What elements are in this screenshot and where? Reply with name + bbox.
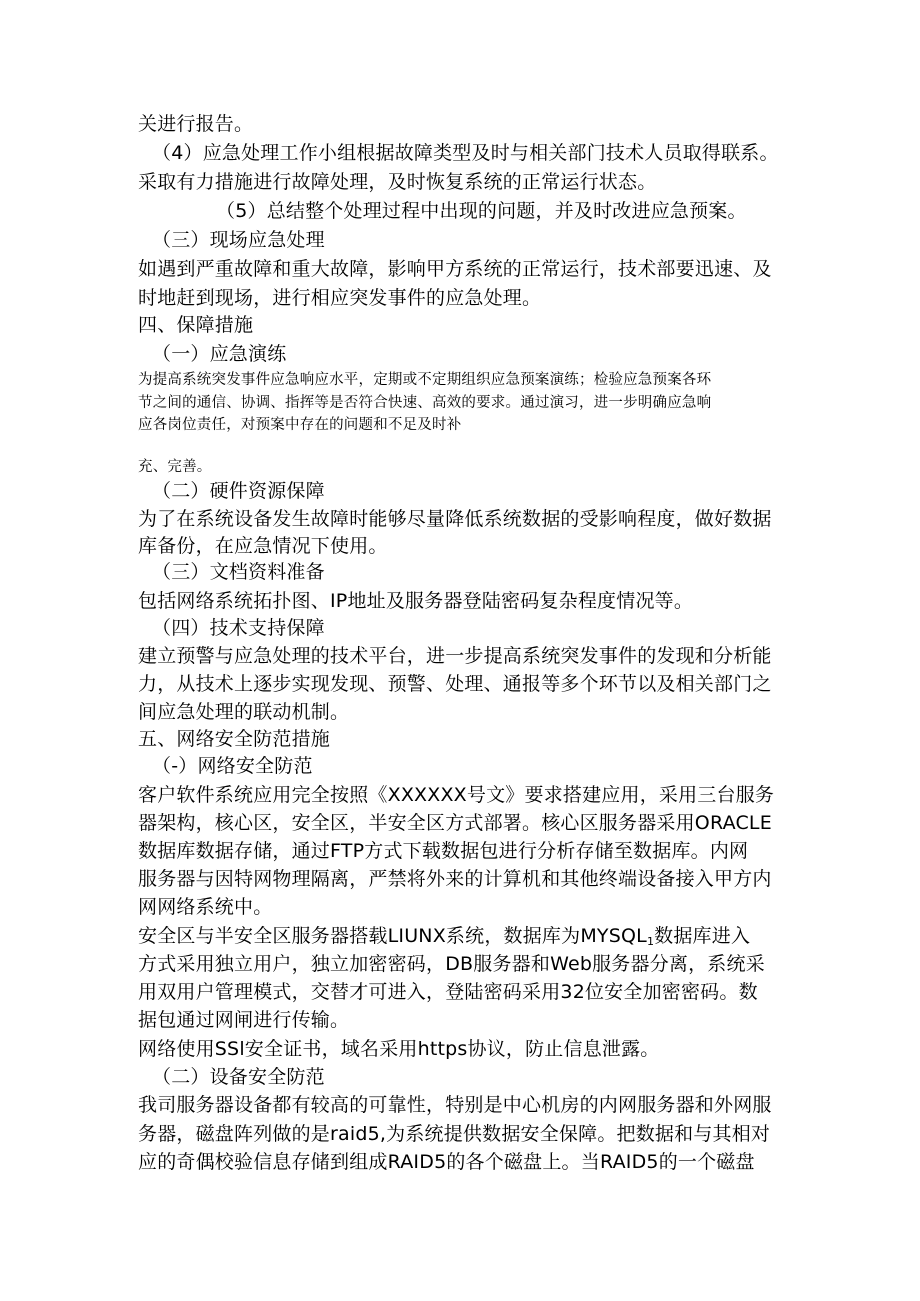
text-line: 如遇到严重故障和重大故障，影响甲方系统的正常运行，技术部要迅速、及 bbox=[138, 258, 772, 280]
text-line: 时地赶到现场，进行相应突发事件的应急处理。 bbox=[138, 287, 542, 309]
text-line: 关进行报告。 bbox=[138, 113, 254, 135]
section-heading: （三）现场应急处理 bbox=[152, 229, 325, 251]
text-line: 为提高系统突发事件应急响应水平，定期或不定期组织应急预案演练；检验应急预案各环 bbox=[138, 372, 712, 388]
text-line: 客户软件系统应用完全按照《XXXXXX号文》要求搭建应用，采用三台服务 bbox=[138, 784, 775, 806]
section-heading: （二）设备安全防范 bbox=[152, 1066, 325, 1088]
text-line: 应的奇偶校验信息存储到组成RAID5的各个磁盘上。当RAID5的一个磁盘 bbox=[138, 1151, 755, 1173]
text-line: 据包通过网闸进行传输。 bbox=[138, 1009, 350, 1031]
chapter-heading: 四、保障措施 bbox=[138, 314, 254, 336]
section-heading: （三）文档资料准备 bbox=[152, 561, 325, 583]
text-line: 节之间的通信、协调、指挥等是否符合快速、高效的要求。通过演习，进一步明确应急响 bbox=[138, 395, 712, 411]
text-line: 库备份，在应急情况下使用。 bbox=[138, 535, 388, 557]
section-heading: （四）技术支持保障 bbox=[152, 617, 325, 639]
text-line: 我司服务器设备都有较高的可靠性，特别是中心机房的内网服务器和外网服 bbox=[138, 1094, 772, 1116]
text-line: 包括网络系统拓扑图、IP地址及服务器登陆密码复杂程度情况等。 bbox=[138, 590, 694, 612]
text-line: 建立预警与应急处理的技术平台，进一步提高系统突发事件的发现和分析能 bbox=[138, 645, 772, 667]
text-line: 网网络系统中。 bbox=[138, 896, 273, 918]
text-line: 为了在系统设备发生故障时能够尽量降低系统数据的受影响程度，做好数据 bbox=[138, 508, 772, 530]
section-heading: （-）网络安全防范 bbox=[152, 755, 313, 777]
text-line: （4）应急处理工作小组根据故障类型及时与相关部门技术人员取得联系。 bbox=[152, 142, 779, 164]
text-line: 数据库数据存储，通过FTP方式下载数据包进行分析存储至数据库。内网 bbox=[138, 840, 749, 862]
text-line: 应各岗位责任，对预案中存在的问题和不足及时补 bbox=[138, 417, 462, 433]
text-segment: 数据库进入 bbox=[654, 925, 751, 947]
text-line: 方式采用独立用户，独立加密密码，DB服务器和Web服务器分离，系统采 bbox=[138, 953, 765, 975]
text-line: 用双用户管理模式，交替才可进入，登陆密码采用32位安全加密密码。数 bbox=[138, 981, 758, 1003]
text-line: 充、完善。 bbox=[138, 459, 212, 475]
text-segment: 安全区与半安全区服务器搭载LIUNX系统，数据库为MYSQL bbox=[138, 925, 647, 947]
text-line: 力，从技术上逐步实现发现、预警、处理、通报等多个环节以及相关部门之 bbox=[138, 673, 772, 695]
text-line: 间应急处理的联动机制。 bbox=[138, 701, 350, 723]
subscript: 1 bbox=[646, 935, 655, 948]
text-line: 器架构，核心区，安全区，半安全区方式部署。核心区服务器采用ORACLE bbox=[138, 812, 772, 834]
text-line: 网络使用SSl安全证书，域名采用https协议，防止信息泄露。 bbox=[138, 1038, 660, 1060]
text-line: 服务器与因特网物理隔离，严禁将外来的计算机和其他终端设备接入甲方内 bbox=[138, 868, 772, 890]
text-line: （5）总结整个处理过程中出现的问题，并及时改进应急预案。 bbox=[216, 200, 747, 222]
text-line bbox=[138, 922, 750, 950]
section-heading: （二）硬件资源保障 bbox=[152, 480, 325, 502]
text-line: 务器，磁盘阵列做的是raid5,为系统提供数据安全保障。把数据和与其相对 bbox=[138, 1123, 771, 1145]
chapter-heading: 五、网络安全防范措施 bbox=[138, 728, 331, 750]
section-heading: （一）应急演练 bbox=[152, 343, 287, 365]
text-line: 采取有力措施进行故障处理，及时恢复系统的正常运行状态。 bbox=[138, 171, 657, 193]
